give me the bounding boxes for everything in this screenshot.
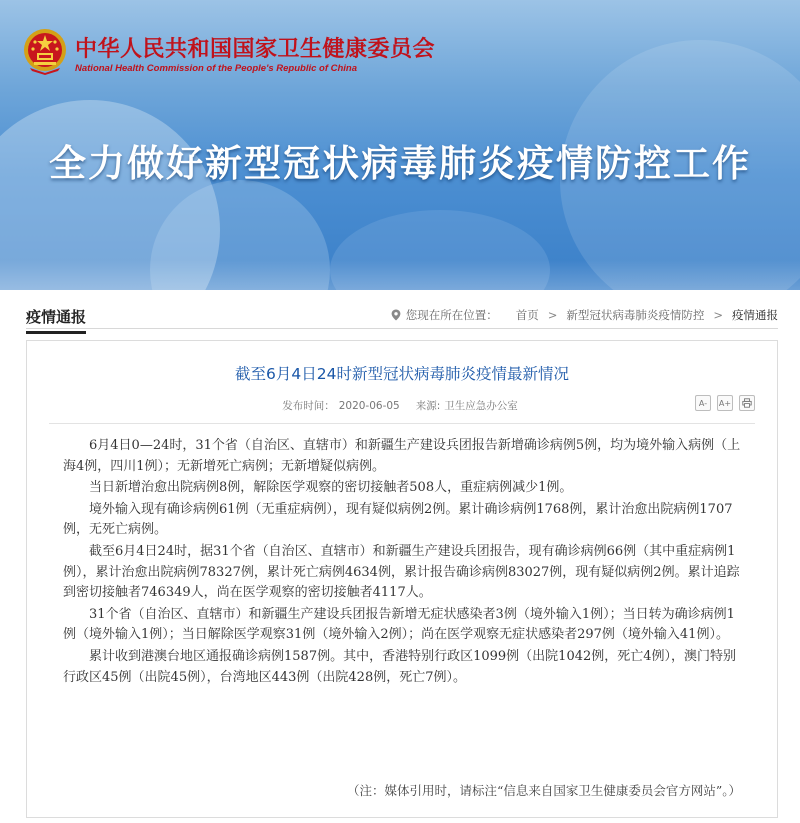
article-title: 截至6月4日24时新型冠状病毒肺炎疫情最新情况: [235, 365, 569, 383]
article-paragraph: 境外输入现有确诊病例61例（无重症病例），现有疑似病例2例。累计确诊病例1768例，累计治愈出院病例1707例，无死亡病例。: [63, 501, 733, 538]
article-paragraph: 累计收到港澳台地区通报确诊病例1587例。其中，香港特别行政区1099例（出院1042例，死亡4例），澳门特别行政区45例（出院45例），台湾地区443例（出院428例，死亡7例）。: [63, 648, 737, 685]
org-name-en[interactable]: National Health Commission of the People's Republic of China: [75, 63, 358, 74]
citation-note: （注：媒体引用时，请标注“信息来自国家卫生健康委员会官方网站”。）: [346, 783, 741, 798]
article-paragraph: 当日新增治愈出院病例8例，解除医学观察的密切接触者508人，重症病例减少1例。: [89, 480, 573, 496]
article-paragraph: 6月4日0—24时，31个省（自治区、直辖市）和新疆生产建设兵团报告新增确诊病例5例，均为境外输入病例（上海4例，四川1例）；无新增死亡病例；无新增疑似病例。: [63, 438, 741, 474]
breadcrumb-current[interactable]: 疫情通报: [732, 308, 778, 322]
breadcrumb-separator: >: [547, 308, 558, 322]
source-label: 来源:: [415, 400, 441, 412]
font-smaller-button[interactable]: A-: [695, 395, 711, 411]
divider: [49, 423, 755, 424]
banner-fade: [0, 260, 800, 290]
section-header: [26, 297, 778, 329]
breadcrumb-separator: >: [713, 308, 723, 322]
breadcrumb-epidemic-link[interactable]: 新型冠状病毒肺炎疫情防控: [566, 308, 705, 322]
article-tools: [695, 395, 755, 411]
article-meta: [27, 398, 777, 413]
banner-slogan: 全力做好新型冠状病毒肺炎疫情防控工作: [49, 142, 751, 185]
header-banner: [0, 0, 800, 290]
publish-date: 2020-06-05: [338, 400, 400, 412]
breadcrumb: [390, 307, 778, 323]
org-name-cn[interactable]: 中华人民共和国国家卫生健康委员会: [75, 37, 436, 62]
source-value: 卫生应急办公室: [444, 400, 518, 412]
print-icon: [742, 398, 752, 408]
section-title[interactable]: 疫情通报: [26, 306, 86, 334]
article-body: [63, 436, 745, 689]
location-pin-icon: [390, 309, 402, 321]
article-container: [26, 340, 778, 818]
font-larger-button[interactable]: A+: [717, 395, 733, 411]
article-paragraph: 31个省（自治区、直辖市）和新疆生产建设兵团报告新增无症状感染者3例（境外输入1例）；当日转为确诊病例1例（境外输入1例）；当日解除医学观察31例（境外输入2例）；尚在医学观察无症状感染者297例（境外输入41例）。: [63, 606, 735, 643]
breadcrumb-home-link[interactable]: 首页: [515, 308, 539, 322]
breadcrumb-prefix: 您现在所在位置：: [405, 308, 498, 322]
print-button[interactable]: [739, 395, 755, 411]
publish-label: 发布时间：: [282, 400, 335, 412]
article-paragraph: 截至6月4日24时，据31个省（自治区、直辖市）和新疆生产建设兵团报告，现有确诊病例66例（其中重症病例1例），累计治愈出院病例78327例，累计死亡病例4634例，累计报告确诊病例83027例，现有疑似病例2例。累计追踪到密切接触者746349人，尚在医学观察的密切接触者4117人。: [63, 543, 740, 601]
national-emblem-icon[interactable]: [22, 26, 68, 76]
